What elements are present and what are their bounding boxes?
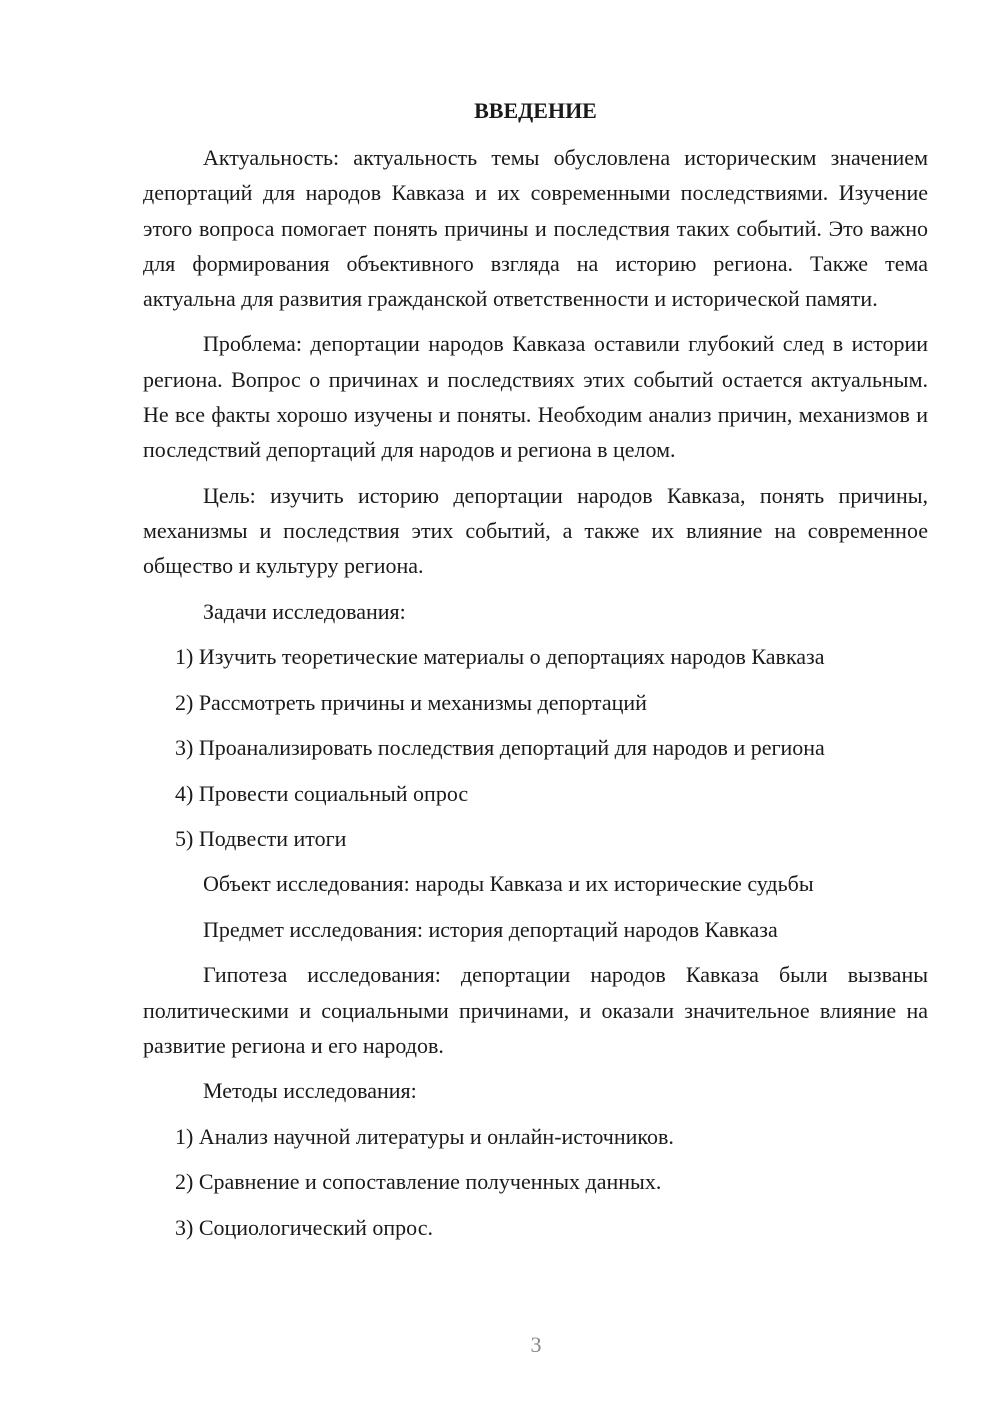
relevance-paragraph: Актуальность: актуальность темы обусловлена историческим значением депортаций для народов Кавказа и их современными последствиями. Изучение этого вопроса помогает понять причины и последствия таких событий. Это важно для формирования объективного взгляда на историю региона. Также тема актуальна для развития гражданской ответственности и исторической памяти.	[143, 145, 928, 312]
list-item: 1) Анализ научной литературы и онлайн-источников.	[175, 1123, 674, 1149]
section-title: ВВЕДЕНИЕ	[474, 98, 597, 123]
document-page	[143, 94, 928, 1255]
goal-paragraph: Цель: изучить историю депортации народов Кавказа, понять причины, механизмы и последствия этих событий, а также их влияние на современное общество и культуру региона.	[143, 482, 928, 579]
list-item: 4) Провести социальный опрос	[175, 780, 469, 806]
list-item: 3) Проанализировать последствия депортаций для народов и региона	[175, 735, 825, 761]
hypothesis-paragraph: Гипотеза исследования: депортации народов Кавказа были вызваны политическими и социальными причинами, и оказали значительное влияние на развитие региона и его народов.	[143, 962, 928, 1059]
list-item: 2) Сравнение и сопоставление полученных данных.	[175, 1169, 662, 1195]
methods-heading: Методы исследования:	[203, 1078, 417, 1104]
methods-list	[143, 1119, 928, 1245]
list-item: 2) Рассмотреть причины и механизмы депортаций	[175, 689, 647, 715]
list-item: 5) Подвести итоги	[175, 825, 347, 851]
tasks-list	[143, 639, 928, 856]
list-item: 1) Изучить теоретические материалы о депортациях народов Кавказа	[175, 644, 825, 670]
problem-paragraph: Проблема: депортации народов Кавказа оставили глубокий след в истории региона. Вопрос о причинах и последствиях этих событий остается актуальным. Не все факты хорошо изучены и поняты. Необходим анализ причин, механизмов и последствий депортаций для народов и региона в целом.	[143, 331, 928, 463]
research-object: Объект исследования: народы Кавказа и их исторические судьбы	[203, 871, 814, 897]
tasks-heading: Задачи исследования:	[203, 598, 406, 624]
list-item: 3) Социологический опрос.	[175, 1214, 433, 1240]
page-number: 3	[530, 1332, 542, 1357]
research-subject: Предмет исследования: история депортаций народов Кавказа	[203, 916, 778, 942]
